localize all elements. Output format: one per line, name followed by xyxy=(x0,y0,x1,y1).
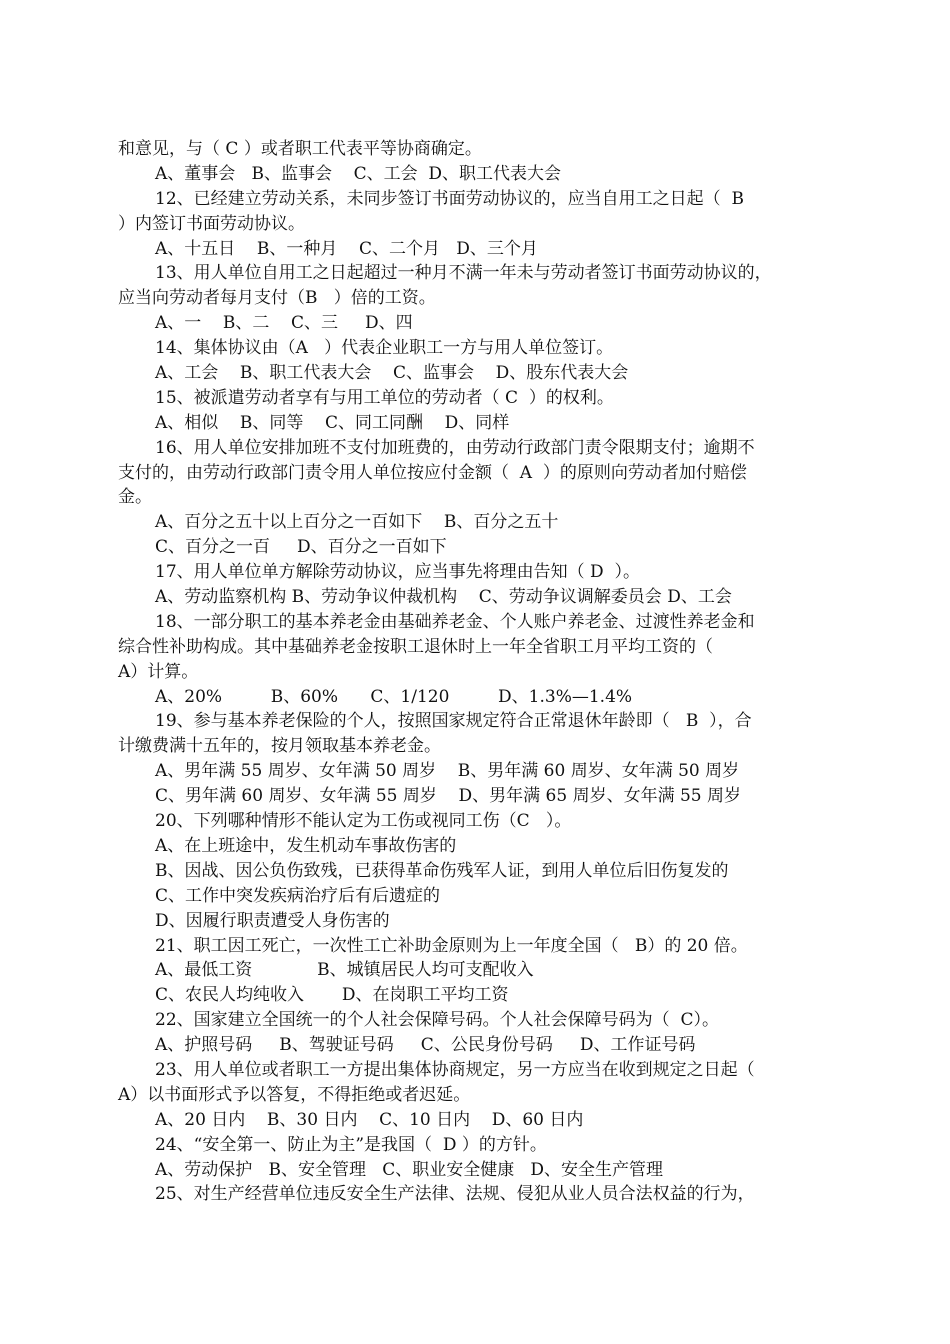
text-line: 14、集体协议由（A ）代表企业职工一方与用人单位签订。 xyxy=(155,338,614,359)
text-line: A、男年满 55 周岁、女年满 50 周岁 B、男年满 60 周岁、女年满 50 周岁 xyxy=(155,761,740,782)
text-line: 综合性补助构成。其中基础养老金按职工退休时上一年全省职工月平均工资的（ xyxy=(118,636,713,657)
text-line: C、男年满 60 周岁、女年满 55 周岁 D、男年满 65 周岁、女年满 55 周岁 xyxy=(155,786,742,807)
text-line: D、因履行职责遭受人身伤害的 xyxy=(155,910,390,931)
text-line: 应当向劳动者每月支付（B ）倍的工资。 xyxy=(118,288,436,309)
text-line: 22、国家建立全国统一的个人社会保障号码。个人社会保障号码为（ C）。 xyxy=(155,1010,719,1031)
text-line: A、董事会 B、监事会 C、工会 D、职工代表大会 xyxy=(155,163,562,184)
text-line: A、百分之五十以上百分之一百如下 B、百分之五十 xyxy=(155,512,559,533)
text-line: C、百分之一百 D、百分之一百如下 xyxy=(155,537,447,558)
text-line: 支付的，由劳动行政部门责令用人单位按应付金额（ A ）的原则向劳动者加付赔偿 xyxy=(118,462,747,483)
text-line: A、最低工资 B、城镇居民人均可支配收入 xyxy=(155,960,534,981)
text-line: A）以书面形式予以答复，不得拒绝或者迟延。 xyxy=(118,1084,471,1105)
text-line: 20、下列哪种情形不能认定为工伤或视同工伤（C ）。 xyxy=(155,811,572,832)
text-line: 25、对生产经营单位违反安全生产法律、法规、侵犯从业人员合法权益的行为， xyxy=(155,1184,755,1205)
text-line: 13、用人单位自用工之日起超过一种月不满一年未与劳动者签订书面劳动协议的， xyxy=(155,263,772,284)
text-line: 16、用人单位安排加班不支付加班费的，由劳动行政部门责令限期支付；逾期不 xyxy=(155,437,755,458)
text-line: 18、一部分职工的基本养老金由基础养老金、个人账户养老金、过渡性养老金和 xyxy=(155,611,755,632)
text-line: 和意见，与（ C ）或者职工代表平等协商确定。 xyxy=(118,139,482,159)
text-line: B、因战、因公负伤致残，已获得革命伤残军人证，到用人单位后旧伤复发的 xyxy=(155,860,729,881)
text-line: A）计算。 xyxy=(118,661,199,682)
text-line: ）内签订书面劳动协议。 xyxy=(118,213,305,234)
text-line: A、在上班途中，发生机动车事故伤害的 xyxy=(155,835,457,856)
text-line: 金。 xyxy=(118,487,152,508)
text-line: A、一 B、二 C、三 D、四 xyxy=(155,313,413,334)
text-line: A、劳动保护 B、安全管理 C、职业安全健康 D、安全生产管理 xyxy=(155,1159,664,1180)
text-line: 19、参与基本养老保险的个人，按照国家规定符合正常退休年龄即（ B ），合 xyxy=(155,711,752,732)
text-line: A、劳动监察机构 B、劳动争议仲裁机构 C、劳动争议调解委员会 D、工会 xyxy=(155,587,732,608)
text-line: A、护照号码 B、驾驶证号码 C、公民身份号码 D、工作证号码 xyxy=(155,1035,696,1056)
text-line: 计缴费满十五年的，按月领取基本养老金。 xyxy=(118,736,441,757)
text-line: 23、用人单位或者职工一方提出集体协商规定，另一方应当在收到规定之日起（ xyxy=(155,1059,755,1080)
text-line: A、20 日内 B、30 日内 C、10 日内 D、60 日内 xyxy=(155,1109,584,1130)
text-line: A、十五日 B、一种月 C、二个月 D、三个月 xyxy=(155,238,538,259)
text-line: 15、被派遣劳动者享有与用工单位的劳动者（ C ）的权利。 xyxy=(155,387,614,408)
text-line: C、工作中突发疾病治疗后有后遗症的 xyxy=(155,885,441,906)
text-line: 24、“安全第一、防止为主”是我国（ D ）的方针。 xyxy=(155,1134,547,1155)
text-line: 12、已经建立劳动关系，未同步签订书面劳动协议的，应当自用工之日起（ B xyxy=(155,188,744,209)
document-body xyxy=(118,137,838,1207)
text-line: 21、职工因工死亡，一次性工亡补助金原则为上一年度全国（ B）的 20 倍。 xyxy=(155,935,748,956)
text-line: C、农民人均纯收入 D、在岗职工平均工资 xyxy=(155,985,509,1006)
text-line: 17、用人单位单方解除劳动协议，应当事先将理由告知（ D ）。 xyxy=(155,562,640,583)
text-line: A、工会 B、职工代表大会 C、监事会 D、股东代表大会 xyxy=(155,363,629,384)
text-line: A、20% B、60% C、1/120 D、1.3%—1.4% xyxy=(155,686,633,707)
text-line: A、相似 B、同等 C、同工同酬 D、同样 xyxy=(155,412,510,433)
